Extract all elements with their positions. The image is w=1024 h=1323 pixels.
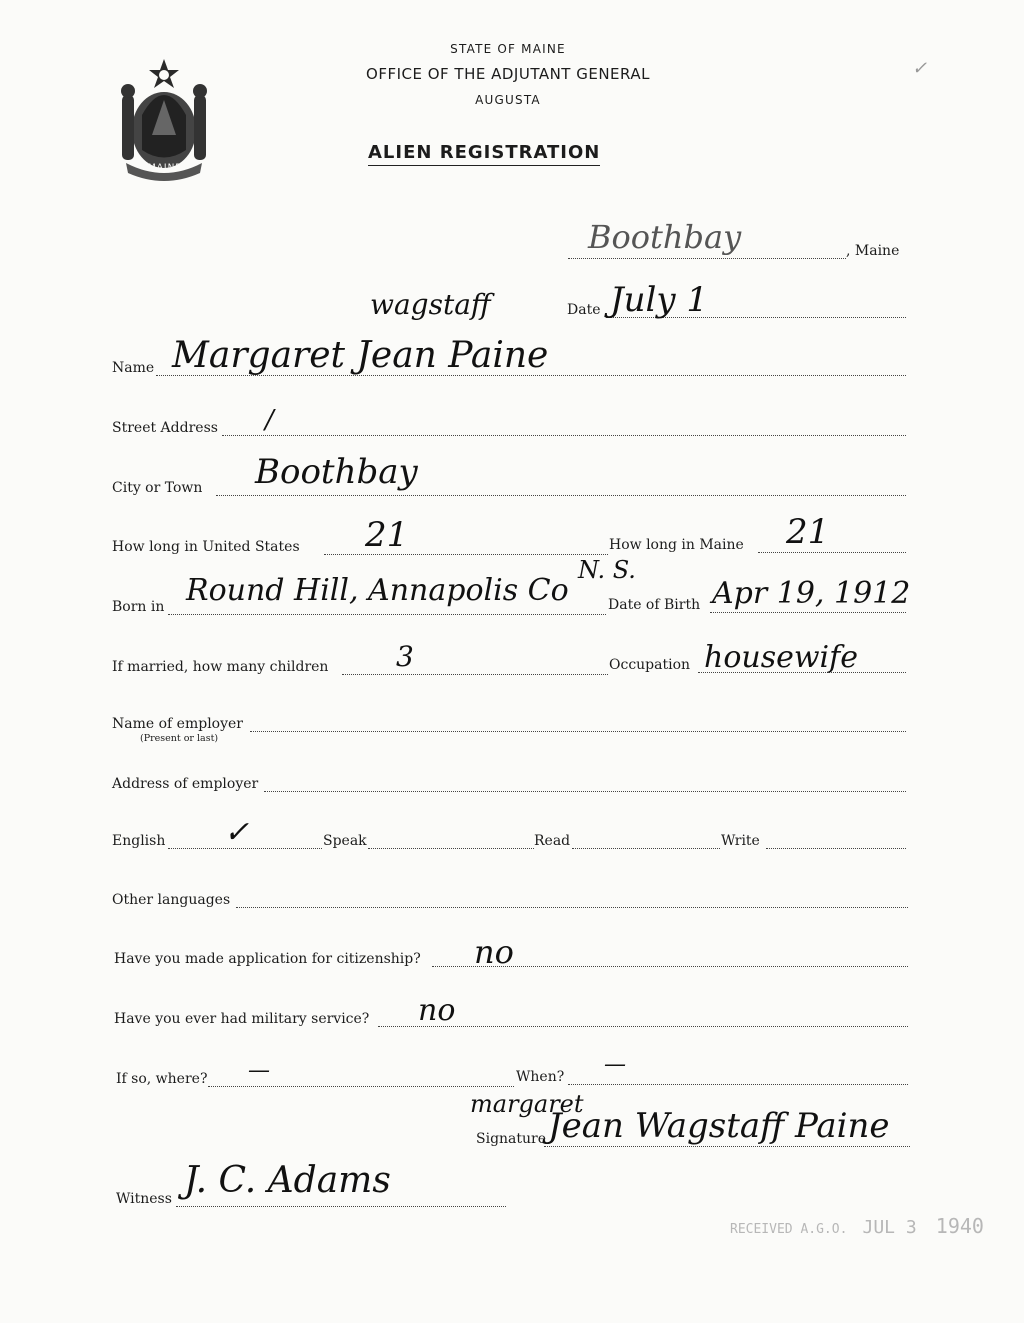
where-label: If so, where? [116,1071,208,1087]
read-label: Read [534,833,571,849]
street-line [222,435,906,436]
military-value: no [418,993,456,1028]
children-line [342,674,608,675]
citizenship-label: Have you made application for citizenship? [114,951,421,967]
how-long-maine-line [758,552,906,553]
born-in-extra: N. S. [578,556,636,584]
english-value: ✓ [224,815,250,850]
witness-value: J. C. Adams [184,1160,391,1201]
date-annotation: wagstaff [370,288,491,321]
place-line [568,258,846,259]
how-long-maine-value: 21 [786,512,830,552]
occupation-label: Occupation [609,657,691,673]
military-label: Have you ever had military service? [114,1011,370,1027]
military-line [378,1026,908,1027]
born-in-label: Born in [112,599,165,615]
english-label: English [112,833,166,849]
where-value: — [248,1058,270,1083]
write-label: Write [721,833,760,849]
date-value: July 1 [610,280,709,320]
stamp-month: JUL 3 [862,1217,917,1238]
street-value: / [265,405,274,435]
place-label: , Maine [846,243,900,259]
stamp-year: 1940 [935,1214,984,1238]
witness-line [176,1206,506,1207]
header-state: STATE OF MAINE [450,42,566,56]
other-languages-line [236,907,908,908]
when-label: When? [516,1069,565,1085]
city-line [216,495,906,496]
place-value: Boothbay [588,218,742,256]
signature-annotation: margaret [470,1090,584,1118]
date-label: Date [567,302,601,318]
signature-label: Signature [476,1131,547,1147]
how-long-us-label: How long in United States [112,539,300,555]
signature-value: Jean Wagstaff Paine [548,1106,890,1146]
name-value: Margaret Jean Paine [172,335,549,376]
city-value: Boothbay [255,452,418,492]
employer-line [250,731,906,732]
how-long-maine-label: How long in Maine [609,537,744,553]
dob-value: Apr 19, 1912 [712,576,911,611]
speak-label: Speak [323,833,367,849]
margin-check-mark: ✓ [912,58,928,79]
received-stamp [730,1214,984,1238]
when-value: — [604,1052,626,1077]
employer-sublabel: (Present or last) [140,733,219,744]
page-title: ALIEN REGISTRATION [368,142,600,166]
read-line [572,848,720,849]
header-city: AUGUSTA [475,93,541,107]
employer-label: Name of employer [112,716,243,732]
write-line [766,848,906,849]
employer-address-label: Address of employer [112,776,259,792]
stamp-text: RECEIVED A.G.O. [730,1222,848,1237]
born-in-value: Round Hill, Annapolis Co [186,573,569,608]
name-label: Name [112,360,155,376]
where-line [208,1086,514,1087]
signature-line [544,1146,910,1147]
employer-address-line [264,791,906,792]
dob-label: Date of Birth [608,597,701,613]
header-office: OFFICE OF THE ADJUTANT GENERAL [366,65,650,83]
city-label: City or Town [112,480,203,496]
witness-label: Witness [116,1191,172,1207]
born-in-line [168,614,606,615]
how-long-us-value: 21 [365,515,409,555]
street-label: Street Address [112,420,218,436]
other-languages-label: Other languages [112,892,231,908]
citizenship-value: no [474,933,514,971]
children-label: If married, how many children [112,659,329,675]
children-value: 3 [396,640,414,673]
seal-text: MAINE [148,163,182,173]
occupation-value: housewife [704,640,858,675]
speak-line [368,848,534,849]
when-line [568,1084,908,1085]
dob-line [710,612,906,613]
